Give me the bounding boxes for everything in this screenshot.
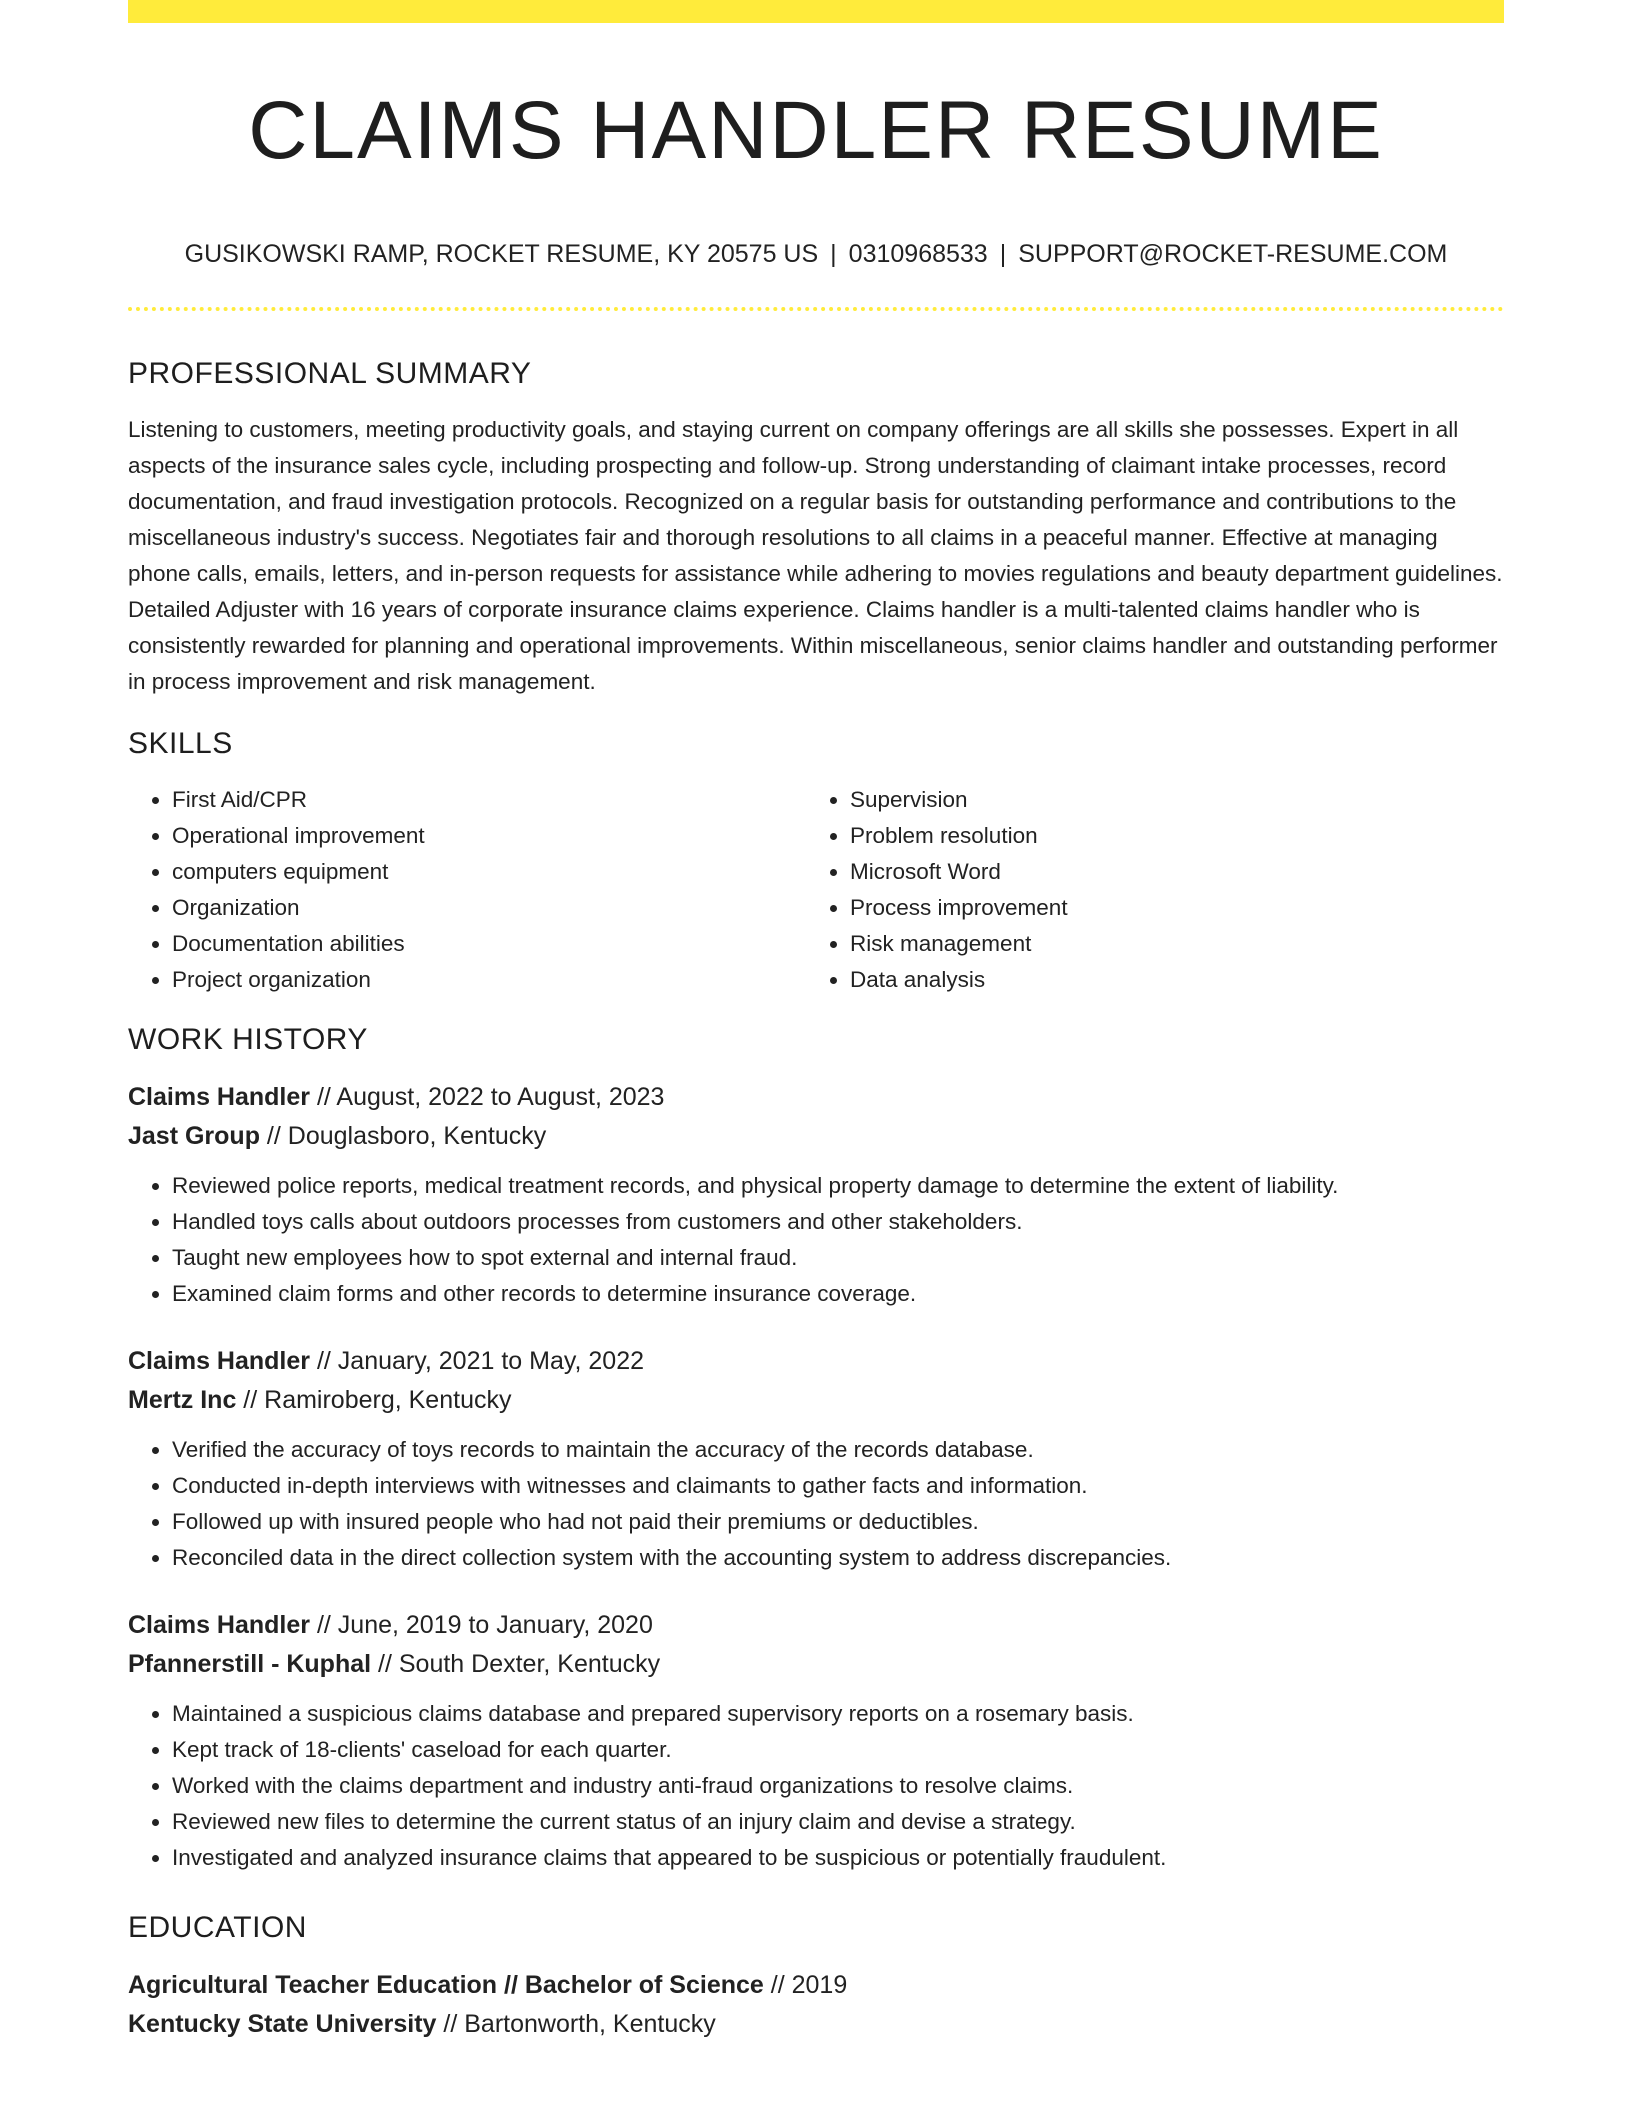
resume-content (128, 352, 1504, 2044)
job-bullets (128, 1168, 1504, 1312)
education-school: Kentucky State University (128, 2010, 437, 2038)
job-location: // South Dexter, Kentucky (371, 1650, 661, 1678)
job-bullet: • Handled toys calls about outdoors processes from customers and other stakeholders. (172, 1204, 1504, 1240)
job-bullet: • Followed up with insured people who had not paid their premiums or deductibles. (172, 1504, 1504, 1540)
job-location: // Douglasboro, Kentucky (259, 1122, 547, 1150)
job-bullet: • Taught new employees how to spot external and internal fraud. (172, 1240, 1504, 1276)
job-bullet: • Reviewed new files to determine the current status of an injury claim and devise a strategy. (172, 1804, 1504, 1840)
job-bullet: • Reconciled data in the direct collection system with the accounting system to address discrepancies. (172, 1540, 1504, 1576)
contact-line (128, 234, 1504, 274)
skills-column-left (128, 782, 806, 998)
job-location: // Ramiroberg, Kentucky (236, 1386, 512, 1414)
skill-item: • Problem resolution (850, 818, 1484, 854)
accent-top-bar (128, 0, 1504, 23)
summary-heading: PROFESSIONAL SUMMARY (128, 357, 532, 390)
job-entry (128, 1342, 1504, 1576)
job-bullet: • Investigated and analyzed insurance claims that appeared to be suspicious or potentially fraudulent. (172, 1840, 1504, 1876)
job-bullet: • Maintained a suspicious claims database and prepared supervisory reports on a rosemary basis. (172, 1696, 1504, 1732)
skill-item: • Microsoft Word (850, 854, 1484, 890)
skill-item: • Project organization (172, 962, 806, 998)
job-bullet: • Examined claim forms and other records to determine insurance coverage. (172, 1276, 1504, 1312)
job-bullets (128, 1696, 1504, 1876)
summary-text: Listening to customers, meeting productivity goals, and staying current on company offerings are all skills she possesses. Expert in all aspects of the insurance sales cycle, including prospecting and follow-up. Strong understanding of claimant intake processes, record documentation, and fraud investigation protocols. Recognized on a regular basis for outstanding performance and contributions to the miscellaneous industry's success. Negotiates fair and thorough resolutions to all claims in a peaceful manner. Effective at managing phone calls, emails, letters, and in-person requests for assistance while adhering to movies regulations and beauty department guidelines. Detailed Adjuster with 16 years of corporate insurance claims experience. Claims handler is a multi-talented claims handler who is consistently rewarded for planning and operational improvements. Within miscellaneous, senior claims handler and outstanding performer in process improvement and risk management. (128, 417, 1503, 694)
job-bullet: • Worked with the claims department and industry anti-fraud organizations to resolve claims. (172, 1768, 1504, 1804)
education-year: // 2019 (763, 1971, 848, 1999)
education-school-line (128, 2005, 1504, 2044)
job-bullet: • Conducted in-depth interviews with witnesses and claimants to gather facts and information. (172, 1468, 1504, 1504)
education-degree: Agricultural Teacher Education // Bachelor of Science (128, 1971, 764, 1999)
contact-phone: 0310968533 (848, 240, 988, 268)
skill-item: • Operational improvement (172, 818, 806, 854)
education-location: // Bartonworth, Kentucky (436, 2010, 716, 2038)
skill-item: • Process improvement (850, 890, 1484, 926)
job-title: Claims Handler (128, 1083, 311, 1111)
skill-item: • Data analysis (850, 962, 1484, 998)
work-heading: WORK HISTORY (128, 1023, 368, 1056)
skill-item: • Risk management (850, 926, 1484, 962)
job-bullet: • Reviewed police reports, medical treatment records, and physical property damage to determine the extent of liability. (172, 1168, 1504, 1204)
education-degree-line (128, 1966, 1504, 2005)
job-bullet: • Kept track of 18-clients' caseload for each quarter. (172, 1732, 1504, 1768)
job-company-line (128, 1645, 1504, 1684)
contact-email: SUPPORT@ROCKET-RESUME.COM (1018, 240, 1448, 268)
job-dates: // January, 2021 to May, 2022 (310, 1347, 645, 1375)
skill-item: • computers equipment (172, 854, 806, 890)
job-company: Jast Group (128, 1122, 260, 1150)
contact-separator: | (830, 240, 837, 268)
skills-column-right (806, 782, 1484, 998)
job-title-line (128, 1606, 1504, 1645)
job-entry (128, 1078, 1504, 1312)
contact-separator: | (999, 240, 1007, 268)
skills-list (128, 782, 1504, 998)
skill-item: • Documentation abilities (172, 926, 806, 962)
job-company: Mertz Inc (128, 1386, 237, 1414)
job-title: Claims Handler (128, 1611, 311, 1639)
contact-address: GUSIKOWSKI RAMP, ROCKET RESUME, KY 20575 US (184, 240, 819, 268)
skill-item: • First Aid/CPR (172, 782, 806, 818)
job-company: Pfannerstill - Kuphal (128, 1650, 372, 1678)
job-bullet: • Verified the accuracy of toys records to maintain the accuracy of the records database. (172, 1432, 1504, 1468)
job-entry (128, 1606, 1504, 1876)
job-dates: // June, 2019 to January, 2020 (310, 1611, 653, 1639)
dotted-divider (128, 307, 1504, 311)
job-title: Claims Handler (128, 1347, 311, 1375)
education-heading: EDUCATION (128, 1911, 307, 1944)
job-company-line (128, 1117, 1504, 1156)
job-dates: // August, 2022 to August, 2023 (310, 1083, 665, 1111)
job-title-line (128, 1078, 1504, 1117)
skill-item: • Supervision (850, 782, 1484, 818)
job-company-line (128, 1381, 1504, 1420)
job-bullets (128, 1432, 1504, 1576)
skills-heading: SKILLS (128, 727, 233, 760)
resume-page (128, 0, 1504, 2038)
job-title-line (128, 1342, 1504, 1381)
skill-item: • Organization (172, 890, 806, 926)
resume-title: CLAIMS HANDLER RESUME (248, 85, 1384, 176)
